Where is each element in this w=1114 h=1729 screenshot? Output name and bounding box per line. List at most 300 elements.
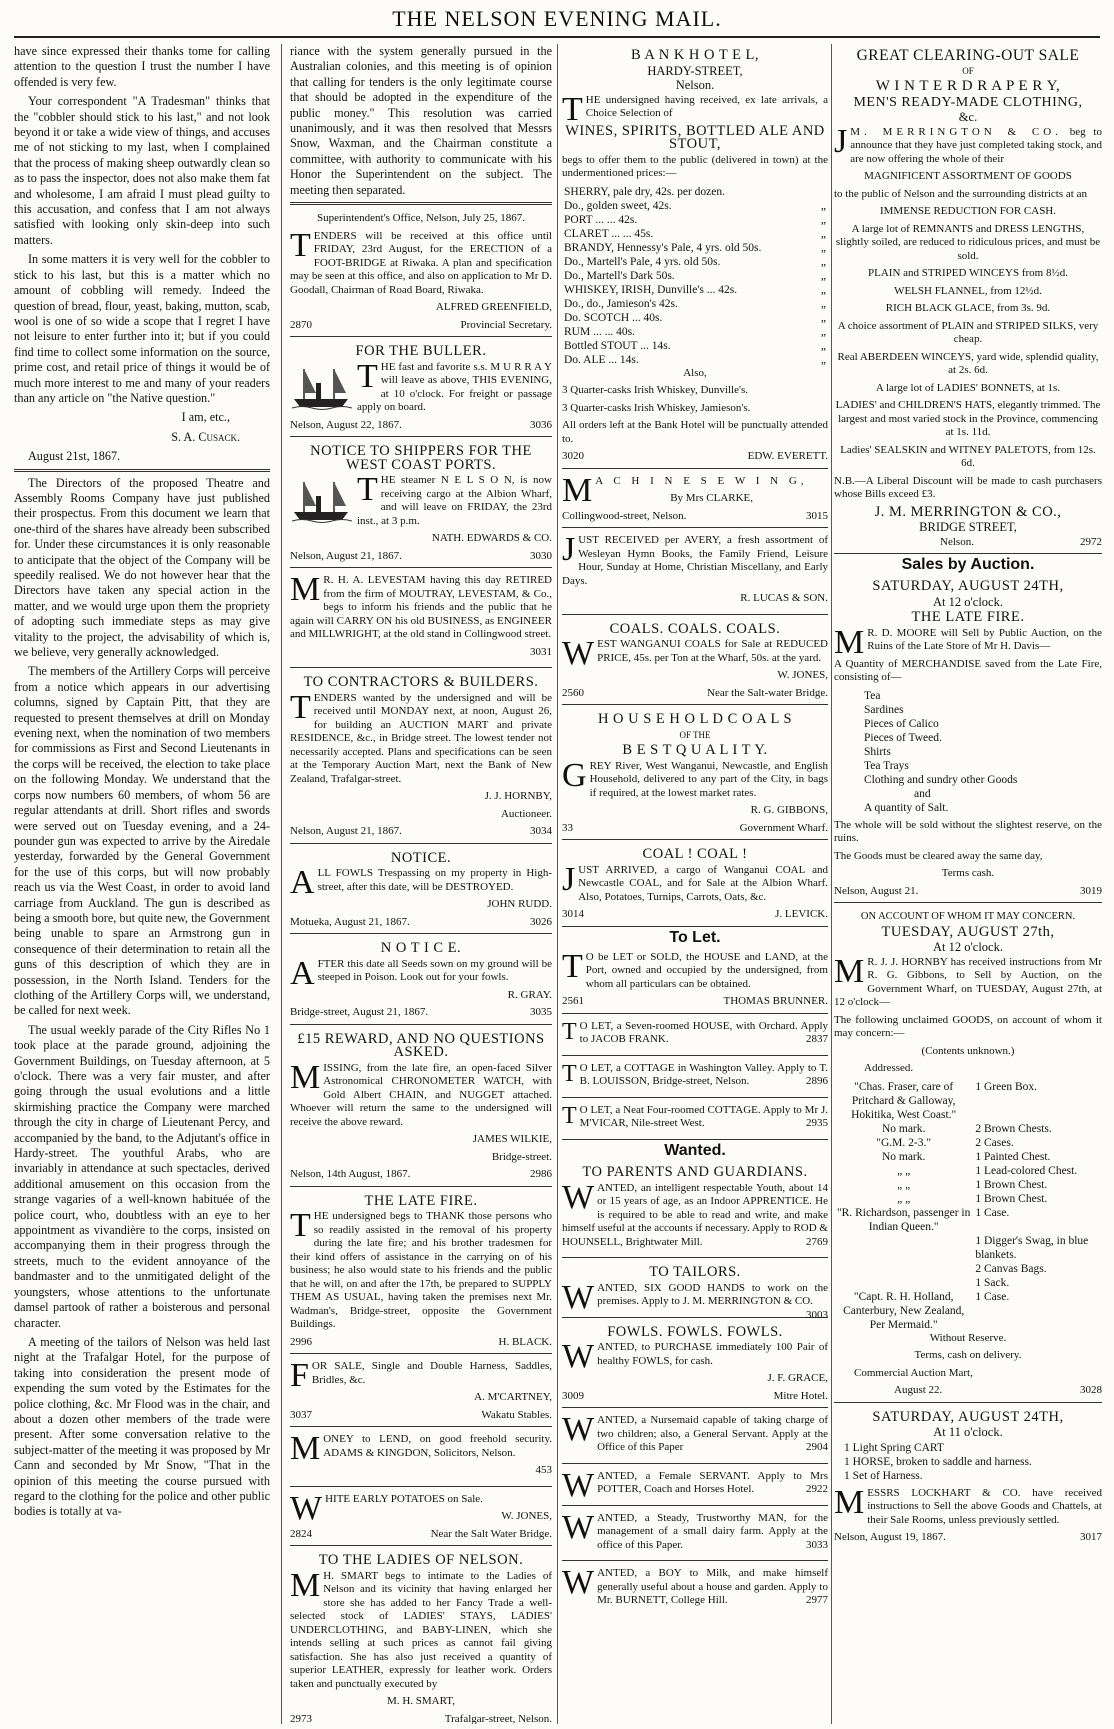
ad-signature: JOHN RUDD. bbox=[487, 898, 552, 911]
ad-signature: H. BLACK. bbox=[498, 1335, 552, 1348]
letter-paragraph: Your correspondent "A Tradesman" thinks that the "cobbler should stick to his last," and not look beyond it or take a wide view of things, and accuses me of not sticking to my last, when I complained that the process of making sheep outwardly clean so as to pass the inspector, does not also make them fat and wholesome, I am afraid I must plead guilty to this accusation, and confess that I am not always satisfied with looking only skin-deep into such matters. bbox=[14, 94, 270, 247]
ad-body: ENDERS wanted by the undersigned and will be received until MONDAY next, at noon, August 26, for building an AUCTION MART and private RESIDENCE, &c., in Bridge street. The lowest tender not necessarily accepted. Plans and specifications can be seen at the Temporary Auction Mart, next the Bank of New Zealand, Trafalgar-street. bbox=[290, 691, 552, 785]
price-row bbox=[562, 283, 828, 297]
ad-subtitle: At 11 o'clock. bbox=[933, 1425, 1003, 1440]
ad-title: SATURDAY, AUGUST 24TH, bbox=[872, 1408, 1064, 1425]
ad-title: TO THE LADIES OF NELSON. bbox=[318, 1552, 524, 1569]
ad-money bbox=[290, 1430, 552, 1487]
price-row bbox=[562, 185, 828, 199]
ad-tailors bbox=[562, 1261, 828, 1321]
ad-title: N O T I C E. bbox=[380, 940, 462, 957]
ad-body: beg to announce that they have just completed taking stock, and are now offering the whole of their bbox=[850, 125, 1102, 165]
ad-body: ANTED, a Nursemaid capable of taking charge of two children; also, a General Servant. Apply at the Office of this Paper bbox=[597, 1414, 828, 1454]
goods-address bbox=[834, 1276, 973, 1290]
ad-body: R. D. MOORE will Sell by Public Auction, on the Ruins of the Late Store of Mr H. Davis— bbox=[867, 626, 1102, 653]
dropcap: A bbox=[290, 864, 315, 902]
dropcap: M bbox=[290, 1566, 321, 1604]
ad-body: LL FOWLS Trespassing on my property in High-street, after this date, will be DESTROYED. bbox=[317, 867, 552, 893]
ad-shippers bbox=[290, 440, 552, 568]
unclaimed-goods-table bbox=[834, 1080, 1102, 1332]
ad-potatoes bbox=[290, 1490, 552, 1547]
dropcap: T bbox=[562, 947, 583, 985]
ad-body: R. H. A. LEVESTAM having this day RETIRED from the firm of MOUTRAY, LEVESTAM, & Co., begs to inform his friends and the public that he again will CARRY ON his old BUSINESS, as ENGINEER and MILLWRIGHT, at the old stand in Collingwood street. bbox=[290, 574, 552, 641]
ad-title: COAL ! COAL ! bbox=[642, 846, 748, 862]
price-row bbox=[562, 325, 828, 339]
ad-dairy-man bbox=[562, 1509, 828, 1562]
ad-signature: NATH. EDWARDS & CO. bbox=[431, 532, 552, 545]
goods-row bbox=[834, 1080, 1102, 1122]
ad-title: TO TAILORS. bbox=[649, 1264, 741, 1281]
ad-number: 2935 bbox=[806, 1117, 828, 1130]
ad-number: 3019 bbox=[1080, 884, 1102, 897]
steamship-icon bbox=[290, 363, 352, 411]
ad-title: SATURDAY, AUGUST 24TH, bbox=[872, 578, 1064, 595]
ad-title: W I N T E R D R A P E R Y, bbox=[875, 78, 1061, 94]
auction-item-list bbox=[844, 1441, 1102, 1483]
ad-nursemaid bbox=[562, 1411, 828, 1464]
ad-subtitle: At 12 o'clock. bbox=[933, 594, 1003, 609]
sale-item: Ladies' SEALSKIN and WITNEY PALETOTS, from 12s. 6d. bbox=[840, 443, 1096, 469]
dropcap: W bbox=[562, 1178, 595, 1216]
dropcap: W bbox=[562, 1411, 595, 1449]
dropcap: J bbox=[834, 122, 848, 160]
ad-body: HE undersigned having received, ex late arrivals, a Choice Selection of bbox=[585, 93, 828, 119]
ad-place: Nelson. bbox=[940, 535, 974, 548]
ad-auction-cart bbox=[834, 1406, 1102, 1549]
ad-number: 33 bbox=[562, 821, 573, 834]
ad-signature: R. LUCAS & SON. bbox=[740, 592, 828, 604]
ad-body: ESSRS LOCKHART & CO. have received instructions to Sell the above Goods and Chattels, at their Sale Rooms, unless previously settled. bbox=[867, 1486, 1102, 1526]
ad-number: 2561 bbox=[562, 995, 584, 1008]
masthead-rule bbox=[14, 36, 1100, 38]
price-row bbox=[562, 241, 828, 255]
letter-signoff: I am, etc., bbox=[181, 410, 230, 425]
ad-body: HITE EARLY POTATOES on Sale. bbox=[325, 1492, 483, 1505]
ad-title: FOWLS. FOWLS. FOWLS. bbox=[607, 1323, 783, 1340]
news-paragraph: The usual weekly parade of the City Rifles No 1 took place at the parade ground, adjoining the Government Buildings, on Tuesday afternoon, at 5 o'clock. There was a very fair muster, and after going through the usual evolutions and a little skirmishing practice the Company were marched through the city in charge of Lieutenant Percy, and accompanied by the band, to the Adjutant's office in Hardy-street. The youthful Arabs, who are invariably in attendance at such spectacles, derived additional amusement on this occasion from the strange vagaries of a well-known habituée of the police court, who, doubtless with an eye to her appointment as vivandière to the corps, insisted on accompanying them in their progress through the streets, much to the evident annoyance of the bandmaster and to the unmitigated delight of the youngsters, whose attentions to the unfortunate damsel partook of rather a boisterous and personal character. bbox=[14, 1022, 270, 1330]
ad-body: ANTED, an intelligent respectable Youth, about 14 or 15 years of age, as an Indoor APPRENTICE. He is required to be able to read and write, and make himself useful at the accounts if necessary. Apply to ROD & HOUNSELL, Brightwater Mill. bbox=[562, 1181, 828, 1248]
ad-number: 3036 bbox=[530, 418, 552, 431]
news-paragraph: The members of the Artillery Corps will perceive from a notice which appears in our advertising columns, signed by Captain Pitt, that they are requested to present themselves at drill on Monday evening next, when the nomination of two members for commissions as First and Second Lieutenants in the corps will be received, the election to take place on the following Monday. We understand that the corps now numbers 60 members, of whom 56 are regular attendants at drill. Short rifles and swords were served out on Tuesday evening, and a 24-pounder gun was expected to arrive by the Airedale yesterday, forwarded by the General Government for the use of this corps, but will now probably reach us via the West Coast, in order to avoid land carriage from Auckland. The gun is described as being a smooth bore, but quite new, the Government being unable to spare an Armstrong gun in consequence of their determination to retain all the guns of this description of which they are in possession, in the North Island. Tenders for the clothing of the Artillery Corps will, we understand, be called for next week. bbox=[14, 664, 270, 1018]
column-rule bbox=[281, 44, 282, 1724]
ad-contractors bbox=[290, 671, 552, 844]
ad-body: ENDERS will be received at this office until FRIDAY, 23rd August, for the ERECTION of a FOOT-BRIDGE at Riwaka. A plan and specification may be seen at this office, and also on application to Mr D. Goodall, Chairman of Road Board, Riwaka. bbox=[290, 229, 552, 296]
dropcap: A bbox=[290, 954, 315, 992]
dropcap: M bbox=[290, 1058, 321, 1096]
dropcap: W bbox=[562, 1338, 595, 1376]
ad-body: HE undersigned begs to THANK those persons who so readily assisted in the removal of his property during the late fire; and his brother tradesmen for their kind offers of assistance in the carrying on of his business; he also would state to his friends and the public that he will, on and after the 17th, be prepared to SUPPLY THEM AS USUAL, having taken the premises next Mr. Wadman's, Bridge-street, opposite the Government Buildings. bbox=[290, 1210, 552, 1331]
goods-address: No mark. bbox=[881, 1150, 926, 1163]
dropcap: J bbox=[562, 860, 576, 898]
dropcap: T bbox=[562, 90, 583, 128]
sale-item: LADIES' and CHILDREN'S HATS, elegantly trimmed. The largest and most varied stock in the Province, commencing at 1s. 11d. bbox=[835, 399, 1101, 438]
dropcap: T bbox=[357, 471, 378, 509]
price-unit: „ bbox=[820, 311, 826, 324]
goods-row bbox=[834, 1206, 1102, 1234]
ad-title: NOTICE TO SHIPPERS FOR THE WEST COAST PORTS. bbox=[310, 443, 532, 473]
ad-body: O LET, a Neat Four-roomed COTTAGE. Apply to Mr J. M'VICAR, Nile-street West. bbox=[579, 1103, 828, 1130]
sale-item: RICH BLACK GLACE, from 3s. 9d. bbox=[885, 302, 1051, 314]
ad-signature: R. GRAY. bbox=[507, 988, 552, 1001]
dropcap: T bbox=[357, 357, 378, 395]
ad-body: By Mrs CLARKE, bbox=[670, 492, 754, 504]
ad-title: TUESDAY, AUGUST 27th, bbox=[881, 923, 1055, 940]
dropcap: M bbox=[834, 1483, 865, 1521]
price-item: BRANDY, Hennessy's Pale, 4 yrs. old 50s. bbox=[564, 241, 762, 254]
price-unit: „ bbox=[820, 199, 826, 212]
goods-row bbox=[834, 1234, 1102, 1262]
ad-body: All orders left at the Bank Hotel will be punctually attended to. bbox=[562, 419, 828, 445]
ad-signature: R. G. GIBBONS, bbox=[750, 804, 828, 816]
ad-number: 2986 bbox=[530, 1168, 552, 1181]
goods-item: 2 Canvas Bags. bbox=[975, 1262, 1047, 1275]
ad-subtitle: OF THE bbox=[679, 729, 711, 740]
ad-signature: THOMAS BRUNNER. bbox=[723, 995, 828, 1008]
goods-row bbox=[834, 1136, 1102, 1150]
ad-signature: J. F. GRACE, bbox=[767, 1372, 828, 1385]
news-paragraph: riance with the system generally pursued in the Australian colonies, and this meeting is of opinion that calling for tenders is the only legitimate course that should be adopted in the expenditure of the public money." This resolution was carried unanimously, and it was then resolved that Messrs Snow, Waxman, and the Chairman constitute a committee, with authority to communicate with his Honor the Superintendent on the subject. The meeting then separated. bbox=[290, 44, 552, 197]
ad-body: ISSING, from the late fire, an open-faced Silver Astronomical CHRONOMETER WATCH, with Gold Albert CHAIN, and NUGGET attached. Whoever will return the same to the undersigned will receive the above reward. bbox=[290, 1061, 552, 1128]
ad-body: R. J. J. HORNBY has received instructions from Mr R. G. Gibbons, to Sell by Auction, on the Government Wharf, on TUESDAY, August 27th, at 12 o'clock— bbox=[834, 955, 1102, 1009]
ad-signature: M. H. SMART, bbox=[387, 1695, 455, 1708]
letter-signature: S. A. Cusack. bbox=[171, 429, 240, 444]
ad-auction-unclaimed bbox=[834, 906, 1102, 1403]
ad-title: NOTICE. bbox=[390, 849, 452, 866]
ad-body: The Goods must be cleared away the same day, bbox=[834, 849, 1043, 862]
price-item: RUM ... ... 40s. bbox=[564, 325, 635, 338]
column-rule bbox=[831, 44, 832, 1724]
ad-body: H. SMART begs to intimate to the Ladies of Nelson and its vicinity that having enlarged her store she has added to her Fancy Trade a well-selected stock of LADIES' STAYS, LADIES' UNDERCLOTHING, and BABY-LINEN, which she intends selling at such prices as cannot fail giving satisfaction. She has also just received a quantity of superior LEATHER, expressly for leather work. Orders taken and punctually executed by bbox=[290, 1569, 552, 1690]
auction-item: 1 HORSE, broken to saddle and harness. bbox=[844, 1455, 1032, 1468]
auction-item-list bbox=[864, 689, 1102, 815]
price-unit: „ bbox=[820, 339, 826, 352]
goods-row bbox=[834, 1290, 1102, 1332]
dropcap: T bbox=[562, 1060, 577, 1087]
ad-body: IMMENSE REDUCTION FOR CASH. bbox=[879, 205, 1057, 217]
section-heading-auction: Sales by Auction. bbox=[901, 556, 1035, 573]
price-unit: „ bbox=[820, 297, 826, 310]
ad-title: B E S T Q U A L I T Y. bbox=[622, 742, 768, 758]
ad-reward bbox=[290, 1028, 552, 1187]
ad-date: Nelson, 14th August, 1867. bbox=[290, 1168, 411, 1181]
ad-number: 3037 bbox=[290, 1408, 312, 1421]
ad-body: Without Reserve. bbox=[929, 1331, 1007, 1344]
ad-subtitle: Nelson. bbox=[675, 78, 715, 92]
price-list bbox=[562, 185, 828, 367]
ad-body: HE steamer N E L S O N, is now receiving cargo at the Albion Wharf, and will leave on FRIDAY, the 23rd inst., at 3 p.m. bbox=[357, 474, 552, 527]
dropcap: T bbox=[290, 1207, 311, 1245]
ad-body: to the public of Nelson and the surrounding districts at an bbox=[834, 187, 1087, 200]
goods-item: 1 Case. bbox=[975, 1206, 1010, 1219]
ad-number: 3003 bbox=[806, 1308, 828, 1321]
ad-title: A C H I N E S E W I N G, bbox=[595, 474, 808, 487]
goods-item: 1 Painted Chest. bbox=[975, 1150, 1051, 1163]
ad-subtitle: HARDY-STREET, bbox=[647, 63, 743, 78]
price-unit: „ bbox=[820, 227, 826, 240]
auction-item: and bbox=[914, 787, 931, 800]
ad-title: MEN'S READY-MADE CLOTHING, bbox=[853, 94, 1083, 110]
dropcap: M bbox=[290, 571, 321, 609]
goods-address: "R. Richardson, passenger in Indian Queen." bbox=[836, 1206, 971, 1233]
price-unit bbox=[816, 185, 828, 199]
ad-parents bbox=[562, 1161, 828, 1258]
dropcap: J bbox=[562, 531, 576, 568]
ad-place: Government Wharf. bbox=[739, 821, 828, 834]
goods-item: 1 Lead-colored Chest. bbox=[975, 1164, 1078, 1177]
ad-title: THE LATE FIRE. bbox=[911, 609, 1025, 626]
ad-harness bbox=[290, 1357, 552, 1427]
ad-number: 3033 bbox=[806, 1538, 828, 1551]
ad-place: Trafalgar-street, Nelson. bbox=[444, 1712, 552, 1724]
ad-avery bbox=[562, 531, 828, 615]
auction-item: A quantity of Salt. bbox=[864, 801, 949, 814]
sale-item: PLAIN and STRIPED WINCEYS from 8½d. bbox=[868, 267, 1068, 279]
auction-item: Pieces of Tweed. bbox=[864, 731, 942, 744]
goods-row bbox=[834, 1122, 1102, 1136]
ad-date: Motueka, August 21, 1867. bbox=[290, 915, 410, 928]
ad-coals bbox=[562, 618, 828, 706]
ad-buller bbox=[290, 340, 552, 437]
ad-number: 3017 bbox=[1080, 1531, 1102, 1544]
steamship-icon bbox=[290, 476, 352, 524]
ad-notice-fowls bbox=[290, 847, 552, 935]
sale-item: WELSH FLANNEL, from 12½d. bbox=[894, 284, 1042, 297]
ad-date: Nelson, August 22, 1867. bbox=[290, 418, 402, 431]
dropcap: W bbox=[290, 1489, 323, 1527]
ad-body: REY River, West Wanganui, Newcastle, and English Household, delivered to any part of the City, in bags if required, at the lowest market rates. bbox=[589, 759, 828, 799]
price-row bbox=[562, 269, 828, 283]
price-row bbox=[562, 199, 828, 213]
ad-number: 3035 bbox=[530, 1006, 552, 1019]
ad-boy bbox=[562, 1564, 828, 1616]
column-2 bbox=[290, 44, 552, 1724]
ad-signature: J. LEVICK. bbox=[775, 908, 828, 920]
sale-item: A large lot of LADIES' BONNETS, at 1s. bbox=[875, 381, 1061, 394]
price-row bbox=[562, 353, 828, 367]
ad-bank-hotel bbox=[562, 44, 828, 469]
ad-subtitle: ON ACCOUNT OF WHOM IT MAY CONCERN. bbox=[860, 911, 1076, 923]
ad-place: Collingwood-street, Nelson. bbox=[562, 509, 687, 522]
price-item: PORT ... ... 42s. bbox=[564, 213, 638, 226]
dropcap: W bbox=[562, 1278, 595, 1316]
ad-number: 2769 bbox=[806, 1235, 828, 1248]
dropcap: M bbox=[290, 1430, 321, 1468]
ad-to-let bbox=[562, 1017, 828, 1056]
auction-item: 1 Set of Harness. bbox=[844, 1469, 923, 1482]
price-unit: „ bbox=[820, 325, 826, 338]
price-unit: „ bbox=[820, 213, 826, 226]
section-heading-to-let: To Let. bbox=[669, 928, 721, 946]
goods-address: „ „ bbox=[897, 1192, 911, 1205]
goods-item: 1 Digger's Swag, in blue blankets. bbox=[975, 1234, 1089, 1261]
ad-household-coals bbox=[562, 708, 828, 840]
column-1 bbox=[14, 44, 270, 1724]
ad-to-let bbox=[562, 948, 828, 1014]
ad-signature-title: Auctioneer. bbox=[500, 807, 552, 820]
column-3 bbox=[562, 44, 828, 1724]
price-unit: „ bbox=[820, 353, 826, 366]
price-row bbox=[562, 339, 828, 353]
auction-item: Pieces of Calico bbox=[864, 717, 939, 730]
price-row bbox=[562, 227, 828, 241]
ad-number: 2560 bbox=[562, 686, 584, 699]
price-row bbox=[562, 255, 828, 269]
ad-clearing-sale bbox=[834, 44, 1102, 554]
ad-sewing bbox=[562, 472, 828, 529]
ad-body: HE fast and favorite s.s. M U R R A Y will leave as above, THIS EVENING, at 10 o'clock. For freight or passage apply on board. bbox=[357, 360, 552, 414]
goods-item: 2 Brown Chests. bbox=[975, 1122, 1052, 1135]
ad-body: MAGNIFICENT ASSORTMENT OF GOODS bbox=[864, 170, 1072, 182]
ad-late-fire bbox=[290, 1190, 552, 1355]
goods-address: "Chas. Fraser, care of Pritchard & Galloway, Hokitika, West Coast." bbox=[851, 1080, 957, 1121]
ad-female-servant bbox=[562, 1467, 828, 1506]
price-unit: „ bbox=[820, 269, 826, 282]
ad-body: O be LET or SOLD, the HOUSE and LAND, at the Port, owned and occupied by the undersigned, from whom all particulars can be obtained. bbox=[585, 950, 828, 990]
dropcap: W bbox=[562, 1564, 595, 1602]
price-row bbox=[562, 213, 828, 227]
ad-body: O LET, a COTTAGE in Washington Valley. Apply to T. B. LOUISSON, Bridge-street, Nelson. bbox=[579, 1061, 828, 1088]
ad-subtitle: At 12 o'clock. bbox=[933, 940, 1003, 955]
ad-title: B A N K H O T E L, bbox=[630, 47, 760, 63]
ad-subtitle: OF bbox=[962, 65, 974, 76]
ad-title: COALS. COALS. COALS. bbox=[609, 620, 781, 637]
ad-signature: W. JONES, bbox=[777, 669, 828, 681]
ad-number: 3009 bbox=[562, 1389, 584, 1402]
ad-date: Nelson, August 21. bbox=[834, 884, 919, 897]
dropcap: T bbox=[290, 226, 311, 264]
goods-address: „ „ bbox=[897, 1178, 911, 1191]
ad-title: H O U S E H O L D C O A L S bbox=[597, 711, 793, 727]
goods-item: 1 Brown Chest. bbox=[975, 1178, 1048, 1191]
ad-signature: J. J. HORNBY, bbox=[484, 790, 552, 803]
goods-address: „ „ bbox=[897, 1164, 911, 1177]
price-row bbox=[562, 311, 828, 325]
ad-title: GREAT CLEARING-OUT SALE bbox=[856, 47, 1080, 64]
ad-title: THE LATE FIRE. bbox=[364, 1192, 478, 1209]
ad-number: 3014 bbox=[562, 908, 584, 920]
ad-number: 2922 bbox=[806, 1483, 828, 1496]
ad-number: 2972 bbox=[1079, 535, 1102, 548]
ad-tender-footbridge bbox=[290, 209, 552, 337]
goods-row bbox=[834, 1150, 1102, 1164]
ad-number: 3034 bbox=[530, 825, 552, 838]
auction-item: Tea Trays bbox=[864, 759, 909, 772]
dropcap: M bbox=[834, 623, 865, 661]
dropcap: W bbox=[562, 1466, 595, 1504]
auction-item: Tea bbox=[864, 689, 881, 702]
ad-to-let bbox=[562, 1101, 828, 1140]
ad-body: Commercial Auction Mart, bbox=[854, 1366, 973, 1379]
ad-body: The following unclaimed GOODS, on account of whom it may concern:— bbox=[834, 1013, 1102, 1040]
ad-place: Mitre Hotel. bbox=[773, 1389, 828, 1402]
ad-number: 2977 bbox=[806, 1594, 828, 1607]
price-item: Do., Martell's Pale, 4 yrs. old 50s. bbox=[564, 255, 721, 268]
ad-number: 2904 bbox=[806, 1441, 828, 1454]
ad-number: 2973 bbox=[290, 1712, 312, 1724]
sale-item: Real ABERDEEN WINCEYS, yard wide, splendid quality, at 2s. 6d. bbox=[837, 350, 1099, 376]
ad-subheading: WINES, SPIRITS, BOTTLED ALE AND STOUT, bbox=[565, 122, 825, 152]
ad-signature: EDW. EVERETT. bbox=[747, 450, 828, 462]
ad-body: EST WANGANUI COALS for Sale at REDUCED PRICE, 45s. per Ton at the Wharf, 50s. at the yard. bbox=[597, 638, 828, 664]
auction-item: Shirts bbox=[864, 745, 891, 758]
ad-signature-title: Provincial Secretary. bbox=[460, 318, 552, 331]
ad-number: 2896 bbox=[806, 1075, 828, 1088]
price-item: Bottled STOUT ... 14s. bbox=[564, 339, 671, 352]
ad-signature: J. M. MERRINGTON & CO., bbox=[874, 503, 1062, 520]
ad-body: UST RECEIVED per AVERY, a fresh assortment of Wesleyan Hymn Books, the Family Friend, Leisure Hour, Sunday at Home, Christian Miscellany, and Early Days. bbox=[562, 534, 828, 587]
ad-date: August 22. bbox=[894, 1384, 943, 1397]
sale-item: A choice assortment of PLAIN and STRIPED SILKS, very cheap. bbox=[837, 319, 1099, 345]
ad-title: TO CONTRACTORS & BUILDERS. bbox=[303, 674, 539, 691]
ad-signature: A. M'CARTNEY, bbox=[474, 1391, 552, 1404]
ad-coal bbox=[562, 843, 828, 927]
ad-place: Near the Salt-water Bridge. bbox=[707, 686, 828, 699]
ad-title: £15 REWARD, AND NO QUESTIONS ASKED. bbox=[297, 1030, 545, 1061]
ad-number: 2996 bbox=[290, 1335, 312, 1348]
ad-body: Terms cash. bbox=[941, 867, 995, 880]
ad-body: O LET, a Seven-roomed HOUSE, with Orchard. Apply to JACOB FRANK. bbox=[579, 1019, 828, 1046]
price-item: SHERRY, pale dry, 42s. per dozen. bbox=[564, 185, 725, 198]
ad-body: ANTED, a Female SERVANT. Apply to Mrs POTTER, Coach and Horses Hotel. bbox=[597, 1469, 828, 1496]
ad-number: 2837 bbox=[806, 1033, 828, 1046]
ad-body: ANTED, SIX GOOD HANDS to work on the premises. Apply to J. M. MERRINGTON & CO. bbox=[597, 1281, 828, 1308]
ad-body: OR SALE, Single and Double Harness, Saddles, Bridles, &c. bbox=[311, 1360, 552, 1386]
ad-subtitle: BRIDGE STREET, bbox=[919, 520, 1017, 534]
news-paragraph: The Directors of the proposed Theatre and Assembly Rooms Company have just published their prospectus. From this document we learn that one-third of the shares have already been subscribed for. Under these circumstances it is only reasonable to anticipate that the object of the Company will be speedily realised. We do not however hear that the Directors have taken any special action in the matter, and we would urge upon them the propriety of adopting such immediate steps as may give vitality to the project, the advisability of which is, we believe, very generally acknowledged. bbox=[14, 475, 270, 660]
ad-body: begs to offer them to the public (delivered in town) at the undermentioned prices:— bbox=[562, 153, 828, 179]
price-item: Do., do., Jamieson's 42s. bbox=[564, 297, 678, 310]
ad-fowls bbox=[562, 1321, 828, 1409]
letter-paragraph: have since expressed their thanks tome for calling attention to the question I trust the number I have offended is very few. bbox=[14, 44, 270, 89]
goods-address: No mark. bbox=[881, 1122, 926, 1135]
column-4 bbox=[834, 44, 1102, 1724]
goods-item: 1 Brown Chest. bbox=[975, 1192, 1048, 1205]
ad-number: 3028 bbox=[1080, 1384, 1102, 1397]
ad-body: ANTED, a Steady, Trustworthy MAN, for the management of a small dairy farm. Apply at the office of this Paper. bbox=[597, 1511, 828, 1551]
ad-body: Addressed. bbox=[864, 1062, 914, 1075]
dropcap: T bbox=[290, 688, 311, 726]
price-unit: „ bbox=[820, 283, 826, 296]
letter-date: August 21st, 1867. bbox=[28, 449, 121, 464]
ad-heading: Superintendent's Office, Nelson, July 25, 1867. bbox=[316, 212, 525, 225]
column-rule bbox=[557, 44, 558, 1724]
goods-row bbox=[834, 1192, 1102, 1206]
ad-number: 3026 bbox=[530, 915, 552, 928]
ad-date: Nelson, August 21, 1867. bbox=[290, 549, 402, 562]
ad-signature: ALFRED GREENFIELD, bbox=[435, 301, 552, 314]
ad-place: Near the Salt Water Bridge. bbox=[430, 1527, 552, 1540]
ad-subtitle: &c. bbox=[958, 110, 978, 124]
goods-address: "G.M. 2-3." bbox=[876, 1136, 932, 1149]
goods-address: "Capt. R. H. Holland, Canterbury, New Zealand, Per Mermaid." bbox=[843, 1290, 965, 1331]
ad-body: ANTED, a BOY to Milk, and make himself generally useful about a house and garden. Apply to Mr. BURNETT, College Hill. bbox=[597, 1567, 828, 1607]
ad-signature: JAMES WILKIE, bbox=[472, 1133, 552, 1146]
goods-item: 1 Green Box. bbox=[975, 1080, 1037, 1093]
price-item: CLARET ... ... 45s. bbox=[564, 227, 654, 240]
ad-levestam bbox=[290, 571, 552, 668]
dropcap: M bbox=[562, 471, 593, 509]
ad-number: 3030 bbox=[530, 549, 552, 562]
ad-date: Nelson, August 21, 1867. bbox=[290, 825, 402, 838]
goods-row bbox=[834, 1178, 1102, 1192]
masthead-title: THE NELSON EVENING MAIL. bbox=[392, 6, 722, 31]
price-row bbox=[562, 297, 828, 311]
ad-date: Bridge-street, August 21, 1867. bbox=[290, 1006, 429, 1019]
ad-body: UST ARRIVED, a cargo of Wanganui COAL and Newcastle COAL, and for Sale at the Albion Wharf. Also, Potatoes, Turnips, Carrots, Oats, &c. bbox=[578, 863, 828, 903]
dropcap: T bbox=[562, 1102, 577, 1129]
dropcap: G bbox=[562, 756, 587, 794]
goods-row bbox=[834, 1276, 1102, 1290]
